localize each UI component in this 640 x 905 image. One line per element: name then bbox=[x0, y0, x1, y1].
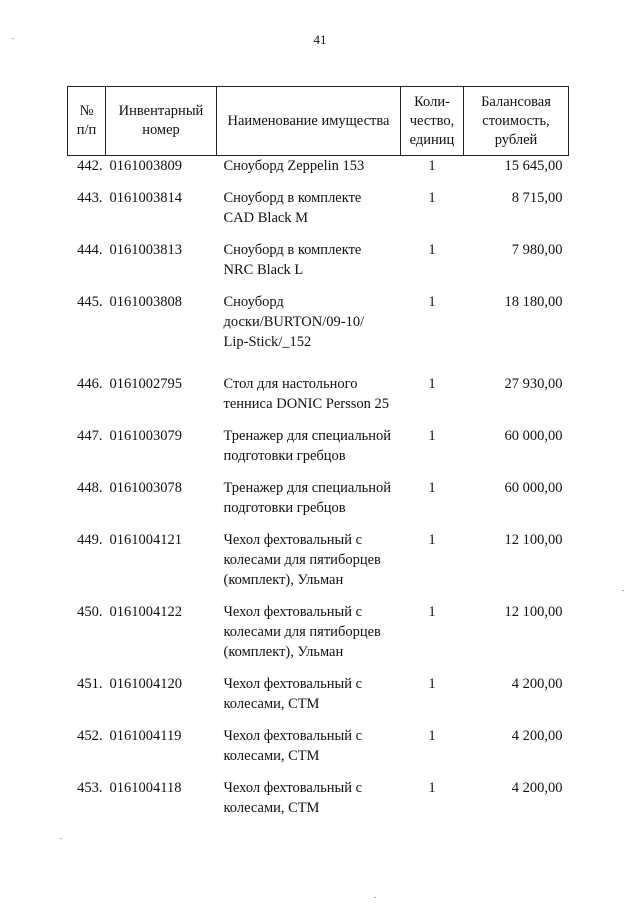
table-body bbox=[68, 156, 569, 819]
scan-speck bbox=[374, 897, 376, 898]
balance-cost: 27 930,00 bbox=[504, 376, 563, 392]
asset-name bbox=[217, 188, 401, 228]
quantity: 1 bbox=[428, 158, 436, 174]
asset-name-line: Сноуборд bbox=[223, 294, 284, 310]
inventory-number: 0161003814 bbox=[109, 190, 182, 206]
row-number: 449. bbox=[77, 532, 103, 548]
table-row bbox=[68, 426, 569, 466]
asset-name bbox=[217, 292, 401, 352]
asset-name bbox=[217, 674, 401, 714]
inventory-number: 0161004119 bbox=[109, 728, 182, 744]
header-qty-line: чество, bbox=[409, 112, 455, 129]
asset-name-line: Сноуборд Zeppelin 153 bbox=[223, 158, 365, 174]
row-spacer bbox=[68, 352, 569, 374]
inventory-number: 0161003808 bbox=[109, 294, 182, 310]
table-row bbox=[68, 778, 569, 818]
asset-name-line: колесами для пятиборцев bbox=[223, 624, 381, 640]
asset-name-line: Тренажер для специальной bbox=[223, 480, 392, 496]
asset-name bbox=[217, 478, 401, 518]
row-number: 448. bbox=[77, 480, 103, 496]
asset-name-line: доски/BURTON/09-10/ bbox=[223, 314, 365, 330]
quantity: 1 bbox=[428, 480, 436, 496]
quantity: 1 bbox=[428, 676, 436, 692]
asset-name bbox=[217, 240, 401, 280]
header-qty bbox=[401, 87, 464, 156]
asset-name bbox=[217, 726, 401, 766]
balance-cost: 60 000,00 bbox=[504, 480, 563, 496]
asset-name bbox=[217, 426, 401, 466]
row-number: 447. bbox=[77, 428, 103, 444]
asset-name-line: Тренажер для специальной bbox=[223, 428, 392, 444]
row-number: 443. bbox=[77, 190, 103, 206]
table-row bbox=[68, 530, 569, 590]
asset-name-line: Сноуборд в комплекте bbox=[223, 242, 362, 258]
quantity: 1 bbox=[428, 294, 436, 310]
balance-cost: 4 200,00 bbox=[511, 780, 563, 796]
page-number: 41 bbox=[313, 32, 327, 47]
scan-speck bbox=[12, 38, 14, 39]
row-spacer bbox=[68, 590, 569, 602]
asset-name-line: Сноуборд в комплекте bbox=[223, 190, 362, 206]
header-num bbox=[68, 87, 106, 156]
header-qty-line: единиц bbox=[409, 131, 455, 148]
row-spacer-cell bbox=[68, 590, 569, 602]
balance-cost: 4 200,00 bbox=[511, 676, 563, 692]
asset-name bbox=[217, 602, 401, 662]
header-num-line: № bbox=[79, 103, 94, 119]
balance-cost: 4 200,00 bbox=[511, 728, 563, 744]
inventory-number: 0161004121 bbox=[109, 532, 182, 548]
asset-name-line: (комплект), Ульман bbox=[223, 572, 344, 588]
header-inventory-line: номер bbox=[142, 122, 180, 138]
asset-name-line: Чехол фехтовальный с bbox=[223, 532, 363, 548]
quantity: 1 bbox=[428, 428, 436, 444]
asset-name-line: колесами, СТМ bbox=[223, 748, 320, 764]
table-row bbox=[68, 602, 569, 662]
row-spacer-cell bbox=[68, 176, 569, 188]
table-row bbox=[68, 726, 569, 766]
balance-cost: 8 715,00 bbox=[511, 190, 563, 206]
header-inventory-line: Инвентарный bbox=[118, 103, 204, 119]
asset-name-line: подготовки гребцов bbox=[223, 500, 346, 516]
quantity: 1 bbox=[428, 532, 436, 548]
inventory-number: 0161003813 bbox=[109, 242, 182, 258]
row-spacer bbox=[68, 280, 569, 292]
asset-name bbox=[217, 530, 401, 590]
table-row bbox=[68, 188, 569, 228]
row-spacer bbox=[68, 176, 569, 188]
balance-cost: 12 100,00 bbox=[504, 532, 563, 548]
quantity: 1 bbox=[428, 728, 436, 744]
row-spacer-cell bbox=[68, 518, 569, 530]
row-spacer-cell bbox=[68, 766, 569, 778]
asset-name bbox=[217, 778, 401, 818]
quantity: 1 bbox=[428, 190, 436, 206]
inventory-sheet bbox=[67, 86, 568, 818]
asset-name-line: (комплект), Ульман bbox=[223, 644, 344, 660]
row-spacer-cell bbox=[68, 352, 569, 374]
row-spacer-cell bbox=[68, 414, 569, 426]
asset-name-line: Чехол фехтовальный с bbox=[223, 676, 363, 692]
header-cost-line: Балансовая bbox=[481, 93, 551, 110]
asset-name-line: CAD Black M bbox=[223, 210, 309, 226]
quantity: 1 bbox=[428, 376, 436, 392]
header-row bbox=[68, 87, 569, 156]
balance-cost: 18 180,00 bbox=[504, 294, 563, 310]
asset-name bbox=[217, 156, 401, 177]
row-spacer-cell bbox=[68, 280, 569, 292]
row-spacer bbox=[68, 518, 569, 530]
table-header bbox=[68, 87, 569, 156]
asset-name-line: NRC Black L bbox=[223, 262, 304, 278]
header-qty-line: Коли- bbox=[414, 93, 450, 110]
row-spacer bbox=[68, 414, 569, 426]
table-row bbox=[68, 292, 569, 352]
inventory-number: 0161004122 bbox=[109, 604, 182, 620]
row-spacer-cell bbox=[68, 662, 569, 674]
header-num-line: п/п bbox=[76, 122, 97, 138]
header-name-line: Наименование имущества bbox=[227, 112, 390, 129]
row-spacer-cell bbox=[68, 466, 569, 478]
inventory-number: 0161003079 bbox=[109, 428, 182, 444]
inventory-number: 0161003809 bbox=[109, 158, 182, 174]
asset-name-line: Чехол фехтовальный с bbox=[223, 780, 363, 796]
asset-name-line: Чехол фехтовальный с bbox=[223, 728, 363, 744]
asset-name-line: подготовки гребцов bbox=[223, 448, 346, 464]
table-row bbox=[68, 478, 569, 518]
quantity: 1 bbox=[428, 242, 436, 258]
quantity: 1 bbox=[428, 604, 436, 620]
header-cost-line: рублей bbox=[494, 131, 538, 148]
table-row bbox=[68, 674, 569, 714]
row-spacer bbox=[68, 466, 569, 478]
balance-cost: 60 000,00 bbox=[504, 428, 563, 444]
row-number: 442. bbox=[77, 158, 103, 174]
header-name bbox=[217, 87, 401, 156]
asset-name-line: Lip-Stick/_152 bbox=[223, 334, 312, 350]
inventory-number: 0161003078 bbox=[109, 480, 182, 496]
inventory-number: 0161004120 bbox=[109, 676, 182, 692]
inventory-table bbox=[67, 86, 569, 818]
asset-name-line: Чехол фехтовальный с bbox=[223, 604, 363, 620]
row-number: 445. bbox=[77, 294, 103, 310]
scan-speck bbox=[622, 590, 624, 591]
inventory-number: 0161004118 bbox=[109, 780, 182, 796]
row-number: 450. bbox=[77, 604, 103, 620]
row-spacer-cell bbox=[68, 228, 569, 240]
row-spacer bbox=[68, 714, 569, 726]
row-spacer bbox=[68, 766, 569, 778]
asset-name-line: тенниса DONIC Persson 25 bbox=[223, 396, 390, 412]
row-number: 453. bbox=[77, 780, 103, 796]
asset-name bbox=[217, 374, 401, 414]
row-spacer bbox=[68, 228, 569, 240]
inventory-number: 0161002795 bbox=[109, 376, 182, 392]
table-row bbox=[68, 374, 569, 414]
scan-speck bbox=[60, 838, 62, 839]
table-row bbox=[68, 240, 569, 280]
asset-name-line: Стол для настольного bbox=[223, 376, 358, 392]
balance-cost: 12 100,00 bbox=[504, 604, 563, 620]
row-spacer-cell bbox=[68, 714, 569, 726]
row-spacer bbox=[68, 662, 569, 674]
balance-cost: 15 645,00 bbox=[504, 158, 563, 174]
row-number: 452. bbox=[77, 728, 103, 744]
quantity: 1 bbox=[428, 780, 436, 796]
header-cost-line: стоимость, bbox=[482, 112, 550, 129]
asset-name-line: колесами, СТМ bbox=[223, 800, 320, 816]
asset-name-line: колесами для пятиборцев bbox=[223, 552, 381, 568]
asset-name-line: колесами, СТМ bbox=[223, 696, 320, 712]
row-number: 451. bbox=[77, 676, 103, 692]
header-inventory bbox=[106, 87, 217, 156]
row-number: 444. bbox=[77, 242, 103, 258]
table-row bbox=[68, 156, 569, 177]
balance-cost: 7 980,00 bbox=[511, 242, 563, 258]
row-number: 446. bbox=[77, 376, 103, 392]
header-cost bbox=[464, 87, 569, 156]
